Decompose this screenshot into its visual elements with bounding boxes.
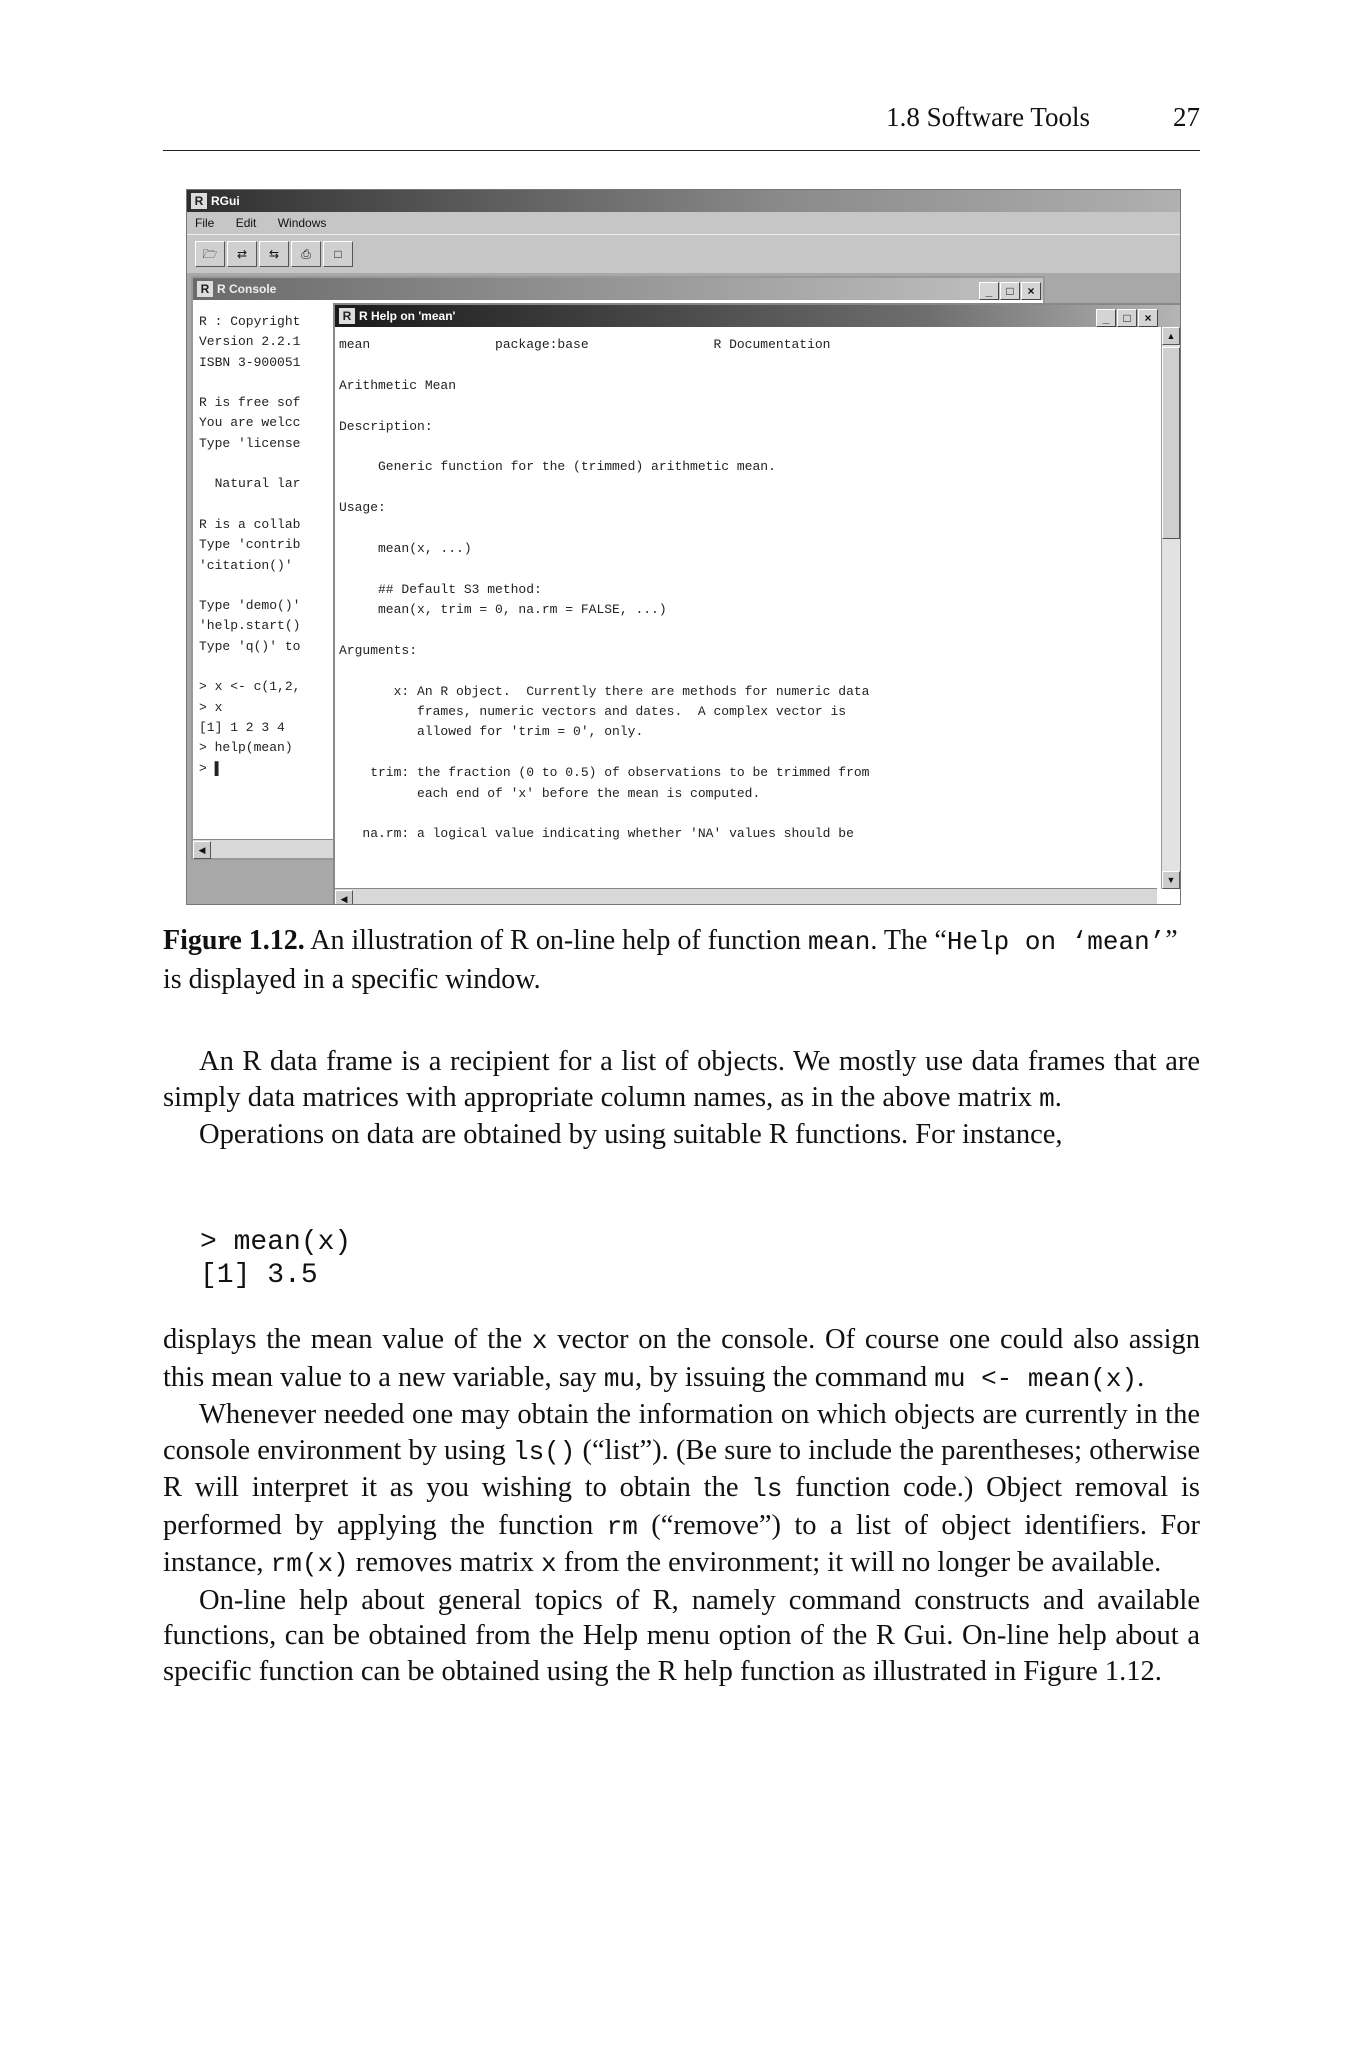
help-line: ## Default S3 method:	[339, 581, 542, 597]
help-line	[339, 519, 1139, 539]
inline-code: mu <- mean(x)	[934, 1363, 1138, 1394]
paragraph-text: displays the mean value of the	[163, 1324, 532, 1355]
caption-text: ” is displayed in a specific window.	[163, 925, 1178, 995]
help-line: x: An R object. Currently there are methods for numeric data	[339, 683, 870, 699]
help-line: each end of 'x' before the mean is computed.	[339, 785, 761, 801]
r-logo-icon: R	[191, 193, 207, 209]
inline-code: x	[540, 1549, 557, 1579]
help-line: Usage:	[339, 500, 386, 516]
console-line	[199, 576, 339, 596]
save-workspace-icon[interactable]: ⇆	[259, 241, 289, 267]
console-line: > x	[199, 699, 223, 715]
console-line: > ▌	[199, 760, 223, 776]
console-line: R is free sof	[199, 395, 301, 411]
console-line: You are welcc	[199, 415, 301, 431]
running-header	[163, 98, 1200, 151]
console-line: [1] 1 2 3 4	[199, 719, 285, 735]
help-line	[339, 355, 1139, 375]
paragraph-text: vector on the console. Of course one could also assign this mean value to a new variable, say	[163, 1324, 1200, 1393]
body-paragraphs-2	[163, 1322, 1200, 1689]
help-window[interactable]	[333, 303, 1181, 905]
help-window-buttons	[1095, 307, 1158, 329]
open-script-icon[interactable]: 🗁	[195, 241, 225, 267]
console-title: R Console	[217, 282, 277, 296]
code-block	[200, 1226, 351, 1292]
section-title: 1.8 Software Tools	[886, 102, 1090, 132]
minimize-icon[interactable]: _	[979, 282, 999, 300]
caption-code: Help on ‘mean’	[946, 927, 1166, 957]
menu-file[interactable]: File	[195, 216, 215, 230]
help-line: Generic function for the (trimmed) arithmetic mean.	[339, 459, 776, 475]
console-line: R : Copyright	[199, 314, 301, 329]
help-line	[339, 620, 1139, 640]
close-icon[interactable]: ×	[1021, 282, 1041, 300]
help-line	[339, 743, 1139, 763]
scroll-down-icon[interactable]: ▼	[1162, 871, 1180, 889]
help-line: mean package:base R Documentation	[339, 337, 831, 352]
paragraph-text: .	[1137, 1361, 1145, 1393]
paragraph-text: An R data frame is a recipient for a list of objects. We mostly use data frames that are simply data matrices with appropriate column names, as in the above matrix	[163, 1046, 1200, 1113]
caption-code: mean	[807, 927, 871, 957]
console-line: Natural lar	[199, 476, 301, 492]
console-line	[199, 657, 339, 677]
paragraph	[163, 1397, 1200, 1583]
inline-code: mu	[603, 1363, 636, 1394]
paragraph-text: Whenever needed one may obtain the information on which objects are currently in the console environment by using	[163, 1399, 1200, 1466]
menu-edit[interactable]: Edit	[235, 216, 257, 230]
console-line: ISBN 3-900051	[199, 354, 301, 370]
console-line	[199, 495, 339, 515]
menubar	[187, 212, 1180, 234]
code-line: > mean(x)	[200, 1227, 352, 1258]
app-titlebar	[187, 190, 1180, 212]
help-line	[339, 478, 1139, 498]
help-vscrollbar[interactable]	[1161, 327, 1180, 889]
load-workspace-icon[interactable]: ⇄	[227, 241, 257, 267]
paragraph	[163, 1044, 1200, 1117]
toolbar	[187, 234, 1180, 274]
figure-label: Figure 1.12.	[163, 925, 305, 956]
rgui-screenshot	[186, 189, 1181, 905]
console-line: 'help.start()	[199, 618, 301, 634]
r-logo-icon: R	[197, 281, 213, 297]
console-text[interactable]	[199, 312, 339, 779]
inline-code: ls	[751, 1474, 783, 1504]
inline-code: ls()	[512, 1436, 576, 1467]
paragraph	[163, 1322, 1200, 1397]
help-line: Description:	[339, 418, 433, 434]
console-line: > help(mean)	[199, 740, 293, 756]
console-line: Type 'license	[199, 435, 301, 451]
paragraph-text: (“remove”) to a list of object identifiers. For instance,	[163, 1509, 1200, 1578]
caption-text: An illustration of R on-line help of function	[304, 925, 808, 956]
mdi-area	[187, 273, 1180, 904]
console-line: Type 'contrib	[199, 537, 301, 553]
close-icon[interactable]: ×	[1138, 309, 1158, 327]
scroll-left-icon[interactable]: ◀	[193, 841, 211, 859]
paragraph-text: removes matrix	[348, 1547, 541, 1578]
page-number: 27	[1173, 102, 1200, 132]
maximize-icon[interactable]: □	[1117, 309, 1137, 327]
help-line	[339, 804, 1139, 824]
help-line: na.rm: a logical value indicating whether 'NA' values should be	[339, 826, 854, 842]
r-logo-icon: R	[339, 308, 355, 324]
console-line	[199, 373, 339, 393]
figure-caption	[163, 922, 1200, 999]
paragraph: Operations on data are obtained by using suitable R functions. For instance,	[199, 1119, 1063, 1150]
help-line: mean(x, trim = 0, na.rm = FALSE, ...)	[339, 602, 667, 618]
window-icon[interactable]: □	[323, 241, 353, 267]
help-text	[339, 335, 1139, 845]
paragraph: On-line help about general topics of R, namely command constructs and available functions, can be obtained from the Help menu option of the R Gui. On-line help about a specific function can be obtained using the R help function as illustrated in Figure 1.12.	[163, 1584, 1200, 1687]
paragraph-text: , by issuing the command	[635, 1361, 935, 1393]
inline-code: x	[531, 1326, 548, 1356]
maximize-icon[interactable]: □	[1000, 282, 1020, 300]
console-line: Type 'q()' to	[199, 638, 301, 654]
console-line: 'citation()'	[199, 557, 293, 573]
inline-code: m	[1039, 1083, 1055, 1114]
inline-code: rm(x)	[270, 1549, 349, 1579]
scroll-up-icon[interactable]: ▲	[1162, 327, 1180, 345]
help-titlebar[interactable]	[335, 305, 1180, 327]
help-line	[339, 661, 1139, 681]
console-line: R is a collab	[199, 516, 301, 532]
app-title: RGui	[211, 194, 240, 208]
help-line	[339, 396, 1139, 416]
help-hscrollbar[interactable]	[335, 888, 1157, 905]
console-window-buttons	[978, 280, 1041, 302]
help-line: allowed for 'trim = 0', only.	[339, 724, 644, 740]
console-hscrollbar[interactable]	[193, 839, 333, 858]
paragraph-text: from the environment; it will no longer be available.	[556, 1547, 1162, 1578]
help-line: Arithmetic Mean	[339, 377, 457, 393]
help-line	[339, 437, 1139, 457]
minimize-icon[interactable]: _	[1096, 309, 1116, 327]
help-line	[339, 559, 1139, 579]
inline-code: rm	[606, 1511, 638, 1542]
paragraph-text: function code.) Object removal is performed by applying the function	[163, 1472, 1200, 1541]
scroll-left-icon[interactable]: ◀	[335, 890, 353, 905]
help-title: R Help on 'mean'	[359, 309, 456, 323]
menu-windows[interactable]: Windows	[277, 216, 327, 230]
console-line: > x <- c(1,2,	[199, 679, 301, 695]
body-paragraphs-1	[163, 1044, 1200, 1153]
scroll-thumb[interactable]	[1162, 347, 1180, 539]
help-line: frames, numeric vectors and dates. A complex vector is	[339, 704, 847, 720]
console-titlebar[interactable]	[193, 278, 1043, 300]
code-line: [1] 3.5	[200, 1260, 318, 1291]
print-icon[interactable]: ⎙	[291, 241, 321, 267]
help-line: Arguments:	[339, 642, 418, 658]
console-line: Type 'demo()'	[199, 598, 301, 614]
help-line: mean(x, ...)	[339, 540, 472, 556]
paragraph-text: (“list”). (Be sure to include the parentheses; otherwise R will interpret it as you wishing to obtain the	[163, 1434, 1200, 1503]
paragraph-text: .	[1054, 1081, 1062, 1113]
help-line: trim: the fraction (0 to 0.5) of observations to be trimmed from	[339, 765, 870, 781]
console-line: Version 2.2.1	[199, 334, 301, 350]
caption-text: . The “	[870, 925, 947, 956]
console-line	[199, 454, 339, 474]
